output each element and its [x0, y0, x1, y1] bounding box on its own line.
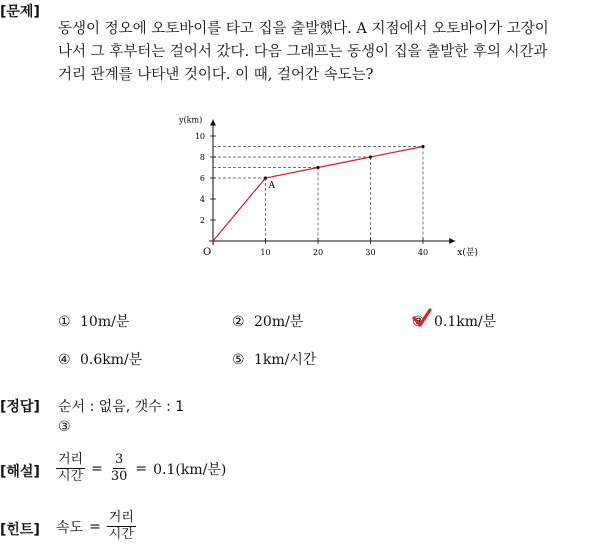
question-line: 거리 관계를 나타낸 것이다. 이 때, 걸어간 속도는?	[58, 67, 374, 83]
distance-time-graph	[175, 108, 479, 268]
denominator: 30	[110, 469, 128, 484]
equals-sign: =	[91, 460, 103, 477]
numerator: 거리	[58, 452, 84, 467]
y-axis-arrow	[210, 120, 216, 126]
x-axis-arrow	[449, 238, 455, 244]
data-point	[369, 155, 372, 158]
fraction	[109, 452, 130, 485]
point-a-label: A	[268, 181, 275, 191]
numerator: 3	[114, 452, 124, 467]
explanation-tag: [해설]	[0, 464, 40, 480]
x-tick-label: 30	[365, 248, 376, 257]
fraction	[107, 510, 136, 543]
question-text	[58, 18, 588, 87]
y-tick-label: 8	[199, 153, 205, 162]
data-point	[264, 176, 267, 179]
equals-sign: =	[135, 460, 148, 477]
y-tick-label: 6	[199, 174, 205, 183]
denominator: 시간	[58, 469, 84, 484]
choice-text: 20m/분	[254, 314, 304, 330]
choice-text: 0.1km/분	[434, 314, 497, 330]
y-tick-label: 10	[194, 132, 205, 141]
choice-text: 10m/분	[80, 314, 130, 330]
choice-5[interactable]	[232, 349, 316, 369]
hint-lhs: 속도	[56, 519, 84, 536]
check-icon	[412, 308, 432, 328]
problem-tag: [문제]	[0, 4, 40, 20]
y-axis-label: y(km)	[179, 115, 203, 125]
origin-label: O	[203, 247, 212, 258]
explanation-formula	[56, 452, 226, 485]
choice-text: 0.6km/분	[80, 352, 143, 368]
choice-number: ①	[58, 314, 71, 330]
hint-tag: [힌트]	[0, 522, 40, 538]
choice-number: ④	[58, 352, 71, 368]
x-tick-label: 10	[260, 248, 271, 257]
numerator: 거리	[108, 510, 134, 525]
data-point	[316, 166, 319, 169]
answer-tag: [정답]	[0, 399, 40, 415]
y-tick-label: 2	[199, 216, 205, 225]
x-tick-label: 40	[417, 248, 429, 257]
choice-number: ⑤	[232, 352, 245, 368]
answer-order: 순서 : 없음, 갯수 : 1	[58, 399, 185, 415]
choice-number: ③	[412, 314, 425, 330]
choice-1[interactable]	[58, 311, 129, 331]
question-line: 나서 그 후부터는 걸어서 갔다. 다음 그래프는 동생이 집을 출발한 후의 시간과	[58, 44, 548, 60]
y-tick-label: 4	[199, 195, 205, 204]
fraction	[56, 452, 85, 485]
choice-4[interactable]	[58, 349, 142, 369]
hint-formula	[56, 510, 136, 543]
x-tick-label: 20	[312, 248, 324, 257]
choice-2[interactable]	[232, 311, 303, 331]
choice-number: ②	[232, 314, 245, 330]
choice-text: 1km/시간	[254, 352, 317, 368]
denominator: 시간	[108, 527, 134, 542]
x-axis-label: x(분)	[457, 248, 479, 258]
data-point	[421, 145, 424, 148]
question-line: 동생이 정오에 오토바이를 타고 집을 출발했다. A 지점에서 오토바이가 고장이	[58, 21, 549, 37]
equals-sign: =	[89, 518, 101, 535]
result: 0.1(km/분)	[153, 461, 227, 478]
answer-choice: ③	[58, 419, 71, 435]
